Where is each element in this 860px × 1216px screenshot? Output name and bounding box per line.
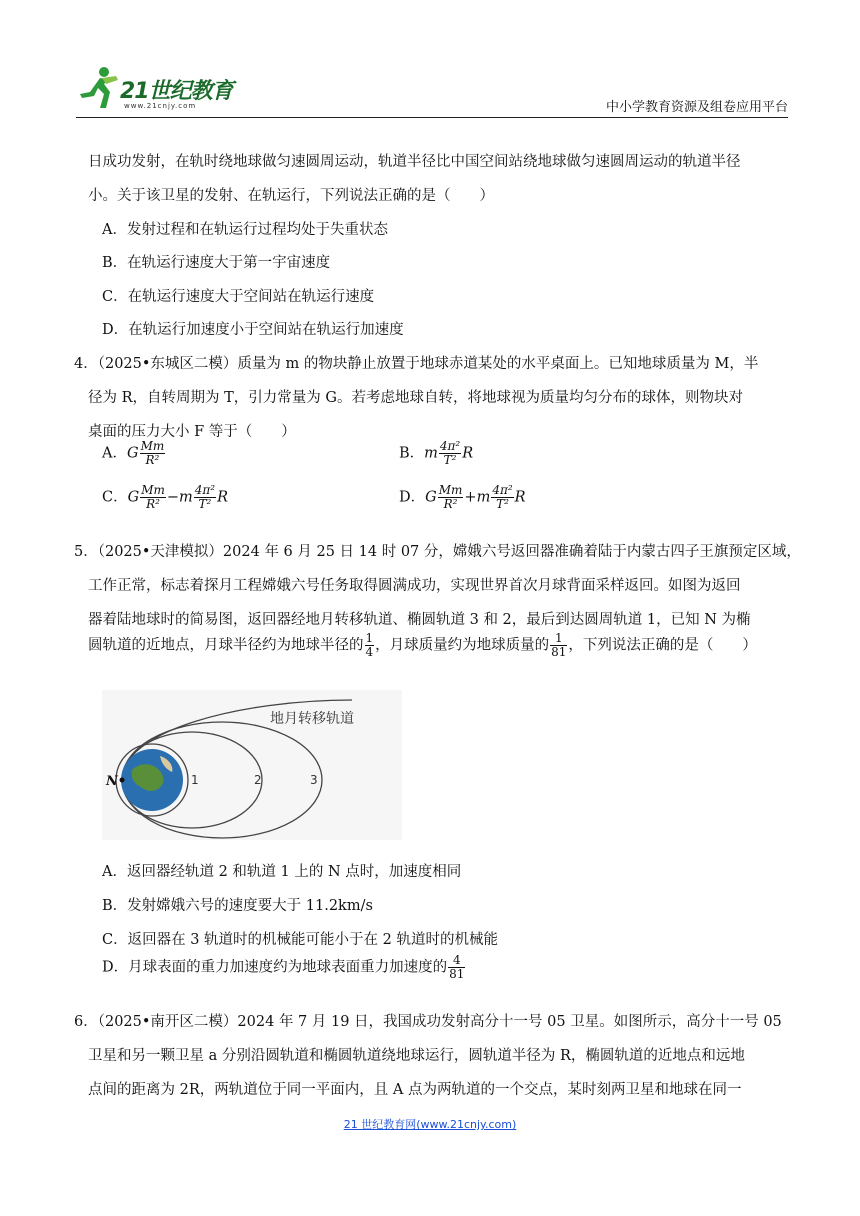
- q5-line1: 5．（2025•天津模拟）2024 年 6 月 25 日 14 时 07 分，嫦娥六号返回器准确着陆于内蒙古四子王旗预定区域，: [74, 544, 801, 560]
- q5-line3: 器着陆地球时的简易图，返回器经地月转移轨道、椭圆轨道 3 和 2，最后到达圆周轨道 1，已知 N 为椭: [88, 612, 751, 628]
- runner-logo-icon: [76, 64, 122, 110]
- page-header: [76, 60, 788, 116]
- logo-text: 21世纪教育: [120, 79, 233, 104]
- logo: [76, 60, 296, 114]
- q4-option-c: C．G $\frac{Mm}{\text{R²}}$ −m $\frac{\text{4π²}}{\text{T²}}$ R: [102, 483, 229, 511]
- q3-option-a: A．发射过程和在轨运行过程均处于失重状态: [102, 222, 388, 238]
- label-orbit-1: 1: [191, 773, 199, 787]
- q5-line4: 圆轨道的近地点，月球半径约为地球半径的 $\frac{1}{4}$ ，月球质量约为地球质量的 $\frac{1}{81}$ ，下列说法正确的是（ ）: [88, 631, 757, 659]
- q4-option-d: D．G $\frac{Mm}{\text{R²}}$ +m $\frac{\text{4π²}}{\text{T²}}$ R: [399, 483, 526, 511]
- q6-line3: 点间的距离为 2R，两轨道位于同一平面内，且 A 点为两轨道的一个交点，某时刻两卫星和地球在同一: [88, 1082, 742, 1098]
- q4-line3: 桌面的压力大小 F 等于（ ）: [88, 424, 296, 440]
- q6-line1: 6．（2025•南开区二模）2024 年 7 月 19 日，我国成功发射高分十一号 05 卫星。如图所示，高分十一号 05: [74, 1014, 782, 1030]
- orbit-diagram: [102, 690, 402, 840]
- q6-line2: 卫星和另一颗卫星 a 分别沿圆轨道和椭圆轨道绕地球运行，圆轨道半径为 R，椭圆轨道的近地点和远地: [88, 1048, 745, 1064]
- q5-option-b: B．发射嫦娥六号的速度要大于 11.2km/s: [102, 898, 373, 914]
- q4-option-b: B．m $\frac{\text{4π²}}{\text{T²}}$ R: [399, 439, 474, 467]
- q3-option-c: C．在轨运行速度大于空间站在轨运行速度: [102, 289, 375, 305]
- header-divider: [76, 117, 788, 118]
- q5-line2: 工作正常，标志着探月工程嫦娥六号任务取得圆满成功，实现世界首次月球背面采样返回。如图为返回: [88, 578, 741, 594]
- q3-line2: 小。关于该卫星的发射、在轨运行，下列说法正确的是（ ）: [88, 188, 494, 204]
- label-orbit-3: 3: [310, 773, 318, 787]
- q5-option-c: C．返回器在 3 轨道时的机械能可能小于在 2 轨道时的机械能: [102, 932, 498, 948]
- platform-title: 中小学教育资源及组卷应用平台: [605, 100, 788, 115]
- point-n-marker: [120, 778, 125, 783]
- q4-line1: 4．（2025•东城区二模）质量为 m 的物块静止放置于地球赤道某处的水平桌面上。已知地球质量为 M，半: [74, 356, 759, 372]
- q3-option-b: B．在轨运行速度大于第一宇宙速度: [102, 255, 331, 271]
- q3-option-d: D．在轨运行加速度小于空间站在轨运行加速度: [102, 322, 404, 338]
- label-n: N: [106, 774, 118, 789]
- footer-link[interactable]: 21 世纪教育网(www.21cnjy.com): [343, 1118, 517, 1131]
- label-transfer-orbit: 地月转移轨道: [270, 711, 354, 727]
- q4-line2: 径为 R，自转周期为 T，引力常量为 G。若考虑地球自转，将地球视为质量均匀分布的球体，则物块对: [88, 390, 743, 406]
- q4-option-a: A．G $\frac{Mm}{\text{R²}}$: [102, 439, 165, 467]
- q3-line1: 日成功发射，在轨时绕地球做匀速圆周运动，轨道半径比中国空间站绕地球做匀速圆周运动的轨道半径: [88, 154, 741, 170]
- logo-url: www.21cnjy.com: [124, 102, 197, 110]
- q5-option-a: A．返回器经轨道 2 和轨道 1 上的 N 点时，加速度相同: [102, 864, 462, 880]
- q5-option-d: D．月球表面的重力加速度约为地球表面重力加速度的 $\frac{4}{81}$: [102, 953, 465, 981]
- label-orbit-2: 2: [254, 773, 262, 787]
